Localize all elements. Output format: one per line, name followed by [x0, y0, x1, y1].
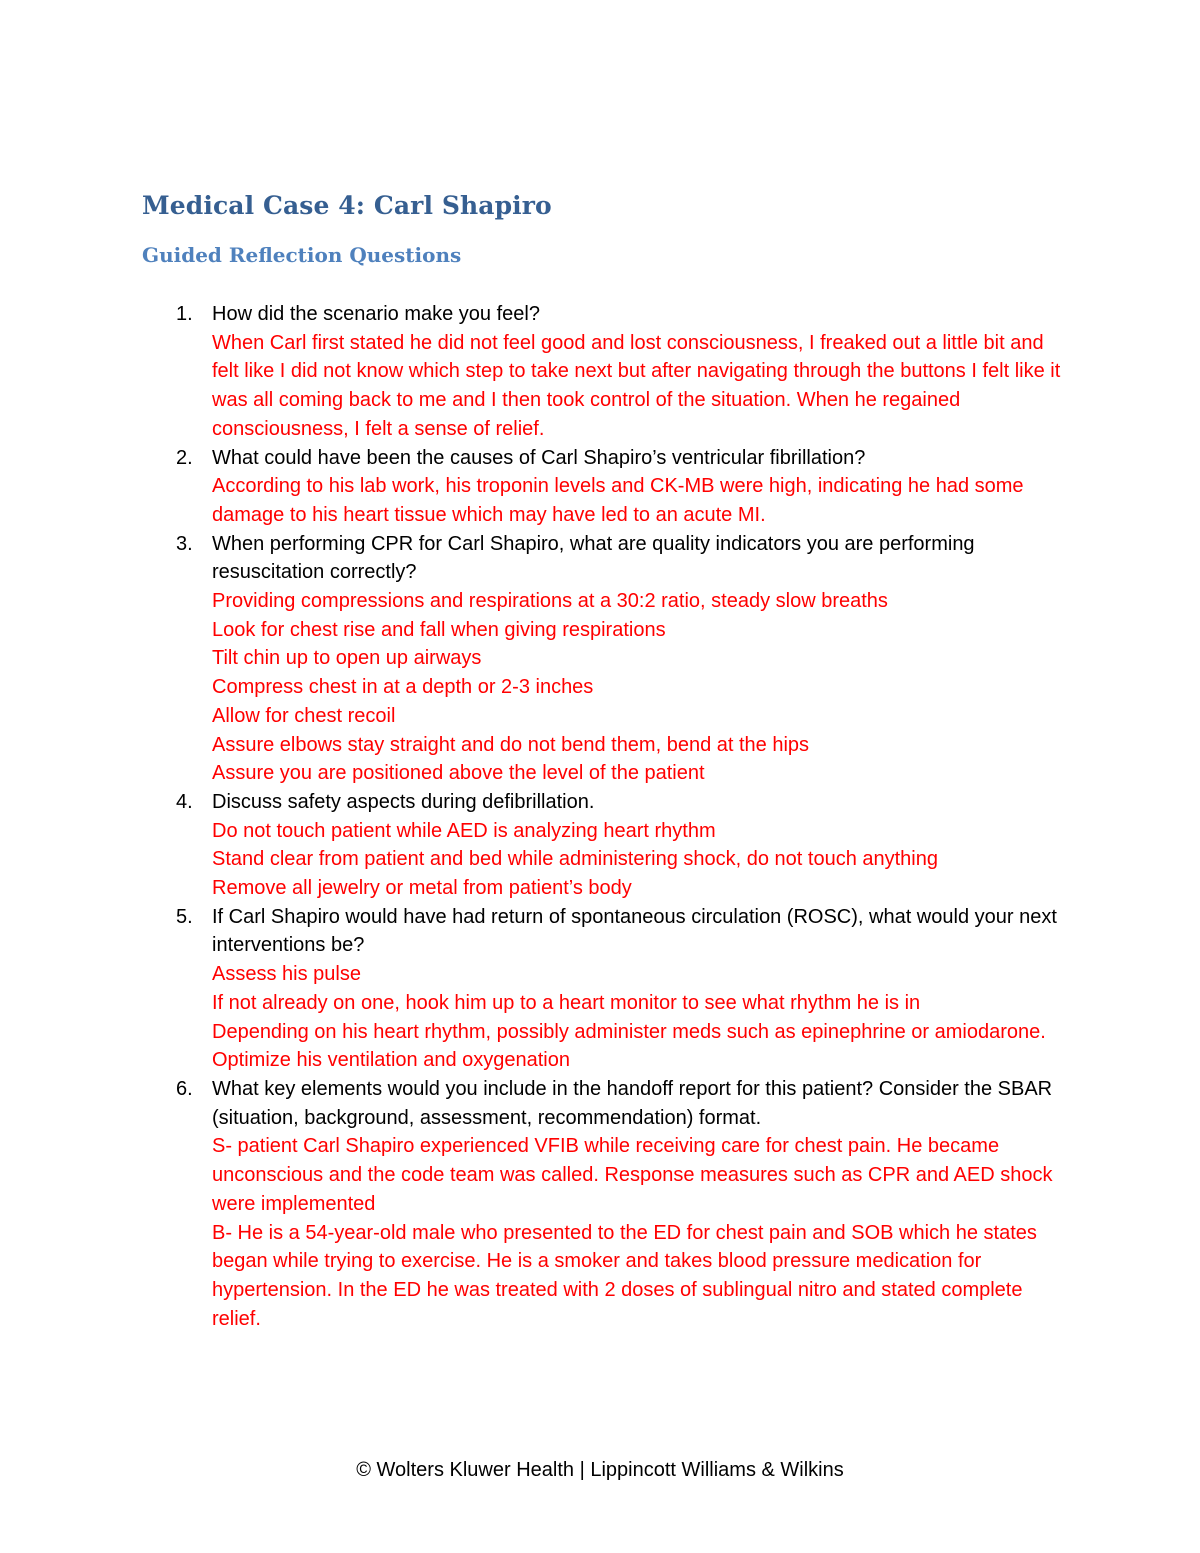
answer-text: B- He is a 54-year-old male who presented to the ED for chest pain and SOB which he states began while trying to exercise. He is a smoker and takes blood pressure medication for hypertension. In the ED he was treated with 2 doses of sublingual nitro and stated complete relief.: [212, 1221, 1037, 1330]
answer-text: Depending on his heart rhythm, possibly administer meds such as epinephrine or amiodarone.: [212, 1020, 1046, 1043]
answer-text: Look for chest rise and fall when giving respirations: [212, 618, 666, 641]
question-text: What could have been the causes of Carl Shapiro’s ventricular fibrillation?: [212, 446, 866, 469]
question-item: [176, 444, 1072, 530]
answer-text: Assure elbows stay straight and do not bend them, bend at the hips: [212, 733, 810, 756]
answer-text: Assess his pulse: [212, 963, 361, 986]
question-number: 4.: [176, 790, 193, 813]
answer-text: Providing compressions and respirations at a 30:2 ratio, steady slow breaths: [212, 590, 888, 613]
question-item: [176, 788, 1072, 903]
section-subtitle: Guided Reflection Questions: [142, 243, 462, 267]
answer-text: When Carl first stated he did not feel good and lost consciousness, I freaked out a little bit and felt like I did not know which step to take next but after navigating through the buttons I felt like it was all coming back to me and I then took control of the situation. When he regained consciousness, I felt a sense of relief.: [212, 331, 1061, 440]
question-number: 1.: [176, 303, 193, 325]
page-footer: © Wolters Kluwer Health | Lippincott Williams & Wilkins: [356, 1459, 844, 1481]
question-item: [176, 903, 1072, 1075]
answer-text: Optimize his ventilation and oxygenation: [212, 1049, 570, 1072]
answer-text: If not already on one, hook him up to a heart monitor to see what rhythm he is in: [212, 991, 921, 1014]
question-text: If Carl Shapiro would have had return of spontaneous circulation (ROSC), what would your next interventions be?: [212, 905, 1057, 957]
question-number: 3.: [176, 532, 193, 555]
question-text: How did the scenario make you feel?: [212, 303, 540, 325]
question-text: When performing CPR for Carl Shapiro, what are quality indicators you are performing resuscitation correctly?: [212, 532, 975, 584]
answer-text: Assure you are positioned above the level of the patient: [212, 762, 705, 785]
answer-text: According to his lab work, his troponin levels and CK-MB were high, indicating he had some damage to his heart tissue which may have led to an acute MI.: [212, 475, 1024, 526]
question-text: What key elements would you include in the handoff report for this patient? Consider the SBAR (situation, background, assessment, recommendation) format.: [212, 1077, 1053, 1129]
question-number: 6.: [176, 1077, 193, 1100]
question-text: Discuss safety aspects during defibrillation.: [212, 790, 595, 813]
answer-text: Stand clear from patient and bed while administering shock, do not touch anything: [212, 848, 938, 871]
page-title: Medical Case 4: Carl Shapiro: [142, 191, 552, 220]
answer-text: Do not touch patient while AED is analyzing heart rhythm: [212, 819, 716, 842]
question-list: [176, 300, 1072, 1333]
answer-text: Remove all jewelry or metal from patient’s body: [212, 877, 632, 900]
answer-text: Compress chest in at a depth or 2-3 inches: [212, 676, 594, 699]
question-item: [176, 300, 1072, 444]
question-number: 2.: [176, 446, 193, 469]
question-item: [176, 1075, 1072, 1333]
question-item: [176, 530, 1072, 788]
answer-text: Allow for chest recoil: [212, 704, 396, 727]
answer-text: S- patient Carl Shapiro experienced VFIB while receiving care for chest pain. He became unconscious and the code team was called. Response measures such as CPR and AED shock were implemented: [212, 1135, 1053, 1215]
question-number: 5.: [176, 905, 193, 928]
answer-text: Tilt chin up to open up airways: [212, 647, 482, 670]
